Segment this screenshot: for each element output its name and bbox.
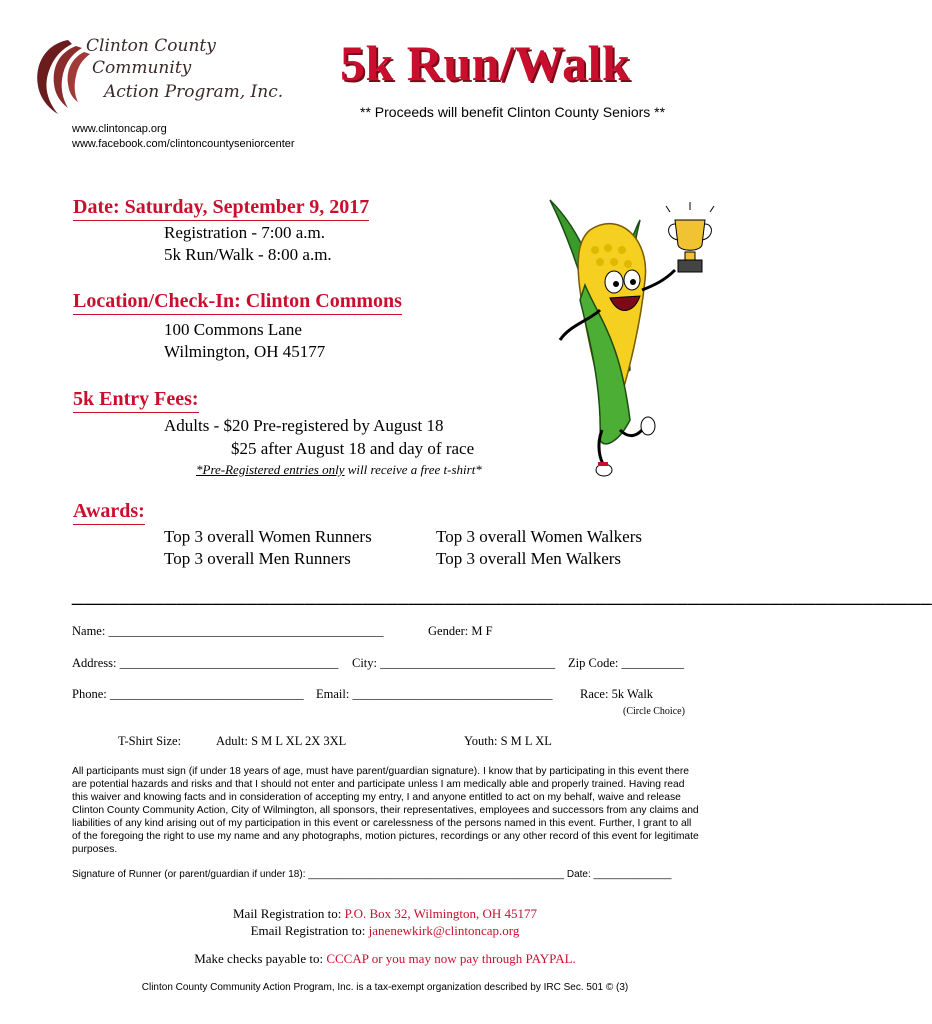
signature-line[interactable]: Signature of Runner (or parent/guardian if under 18): ______________________________________________ Date: ______________: [72, 869, 672, 880]
email-address[interactable]: janenewkirk@clintoncap.org: [368, 923, 520, 938]
fees-heading: 5k Entry Fees:: [73, 388, 199, 413]
race-choice[interactable]: Race: 5k Walk: [580, 687, 654, 701]
mail-registration: [0, 906, 770, 922]
adult-sizes[interactable]: Adult: S M L XL 2X 3XL: [216, 734, 347, 748]
waiver-text: All participants must sign (if under 18 years of age, must have parent/guardian signature). I know that by participating in this event there are potential hazards and risks and that I should not enter and participate unless I am medically able and properly trained. Having read this waiver and knowing facts and in consideration of accepting my entry, I and anyone entitled to act on my behalf, waive and release Clinton County Community Action, City of Wilmington, all sponsors, their representatives, employees and successors from any claims and liabilities of any kind arising out of my participation in this event or carelessness of the persons named in this event. Further, I grant to all of the foregoing the right to use my name and any photographs, motion pictures, recordings or any other record of this event for legitimate purposes.: [72, 766, 699, 855]
registration-time: Registration - 7:00 a.m.: [164, 223, 326, 242]
website-links: [72, 122, 295, 152]
address-field[interactable]: Address: ___________________________________: [72, 656, 339, 670]
facebook-link[interactable]: www.facebook.com/clintoncountyseniorcenter: [72, 138, 295, 150]
fee-late: $25 after August 18 and day of race: [231, 439, 475, 458]
city-state-zip: Wilmington, OH 45177: [164, 342, 326, 361]
logo: [28, 36, 288, 116]
fee-adults: Adults - $20 Pre-registered by August 18: [164, 416, 444, 435]
date-heading: Date: Saturday, September 9, 2017: [73, 196, 369, 221]
gender-field[interactable]: Gender: M F: [428, 624, 493, 638]
location-details: [164, 319, 325, 363]
awards-walkers: [436, 526, 642, 570]
tshirt-note-rest: will receive a free t-shirt*: [344, 462, 482, 477]
logo-line2: Community: [92, 58, 192, 78]
logo-line1: Clinton County: [86, 36, 216, 56]
awards-heading: Awards:: [73, 500, 145, 525]
website-link[interactable]: www.clintoncap.org: [72, 123, 167, 135]
email-label: Email Registration to:: [250, 923, 366, 938]
proceeds-text: ** Proceeds will benefit Clinton County Seniors **: [360, 104, 666, 120]
corn-mascot-icon: [530, 190, 730, 490]
name-field[interactable]: Name: ____________________________________________: [72, 624, 384, 638]
city-field[interactable]: City: ____________________________: [352, 656, 556, 670]
checks-label: Make checks payable to:: [194, 951, 324, 966]
email-registration: [0, 923, 770, 939]
award-women-runners: Top 3 overall Women Runners: [164, 527, 372, 546]
date-details: [164, 222, 332, 266]
award-men-walkers: Top 3 overall Men Walkers: [436, 549, 622, 568]
checks-payable: [0, 951, 770, 967]
location-heading: Location/Check-In: Clinton Commons: [73, 290, 402, 315]
phone-field[interactable]: Phone: _______________________________: [72, 687, 304, 701]
awards-runners: [164, 526, 372, 570]
award-women-walkers: Top 3 overall Women Walkers: [436, 527, 643, 546]
form-divider: __________________________________________________________________________: [72, 584, 932, 606]
logo-line3: Action Program, Inc.: [104, 82, 284, 102]
mail-address: P.O. Box 32, Wilmington, OH 45177: [344, 906, 538, 921]
zip-field[interactable]: Zip Code: __________: [568, 656, 684, 670]
footer-note: Clinton County Community Action Program, Inc. is a tax-exempt organization described by IRC Sec. 501 © (3): [141, 982, 629, 993]
award-men-runners: Top 3 overall Men Runners: [164, 549, 351, 568]
tshirt-note: [196, 462, 482, 478]
email-field[interactable]: Email: ________________________________: [316, 687, 553, 701]
youth-sizes[interactable]: Youth: S M L XL: [464, 734, 552, 748]
street-address: 100 Commons Lane: [164, 320, 302, 339]
mail-label: Mail Registration to:: [232, 906, 342, 921]
race-time: 5k Run/Walk - 8:00 a.m.: [164, 245, 332, 264]
tshirt-label: T-Shirt Size:: [118, 734, 182, 748]
checks-value: CCCAP or you may now pay through PAYPAL.: [326, 951, 576, 966]
page-title: 5k Run/Walk: [340, 35, 631, 91]
circle-choice-note: (Circle Choice): [623, 706, 685, 717]
trophy-icon: [666, 202, 714, 272]
tshirt-note-emphasis: *Pre-Registered entries only: [196, 462, 345, 477]
